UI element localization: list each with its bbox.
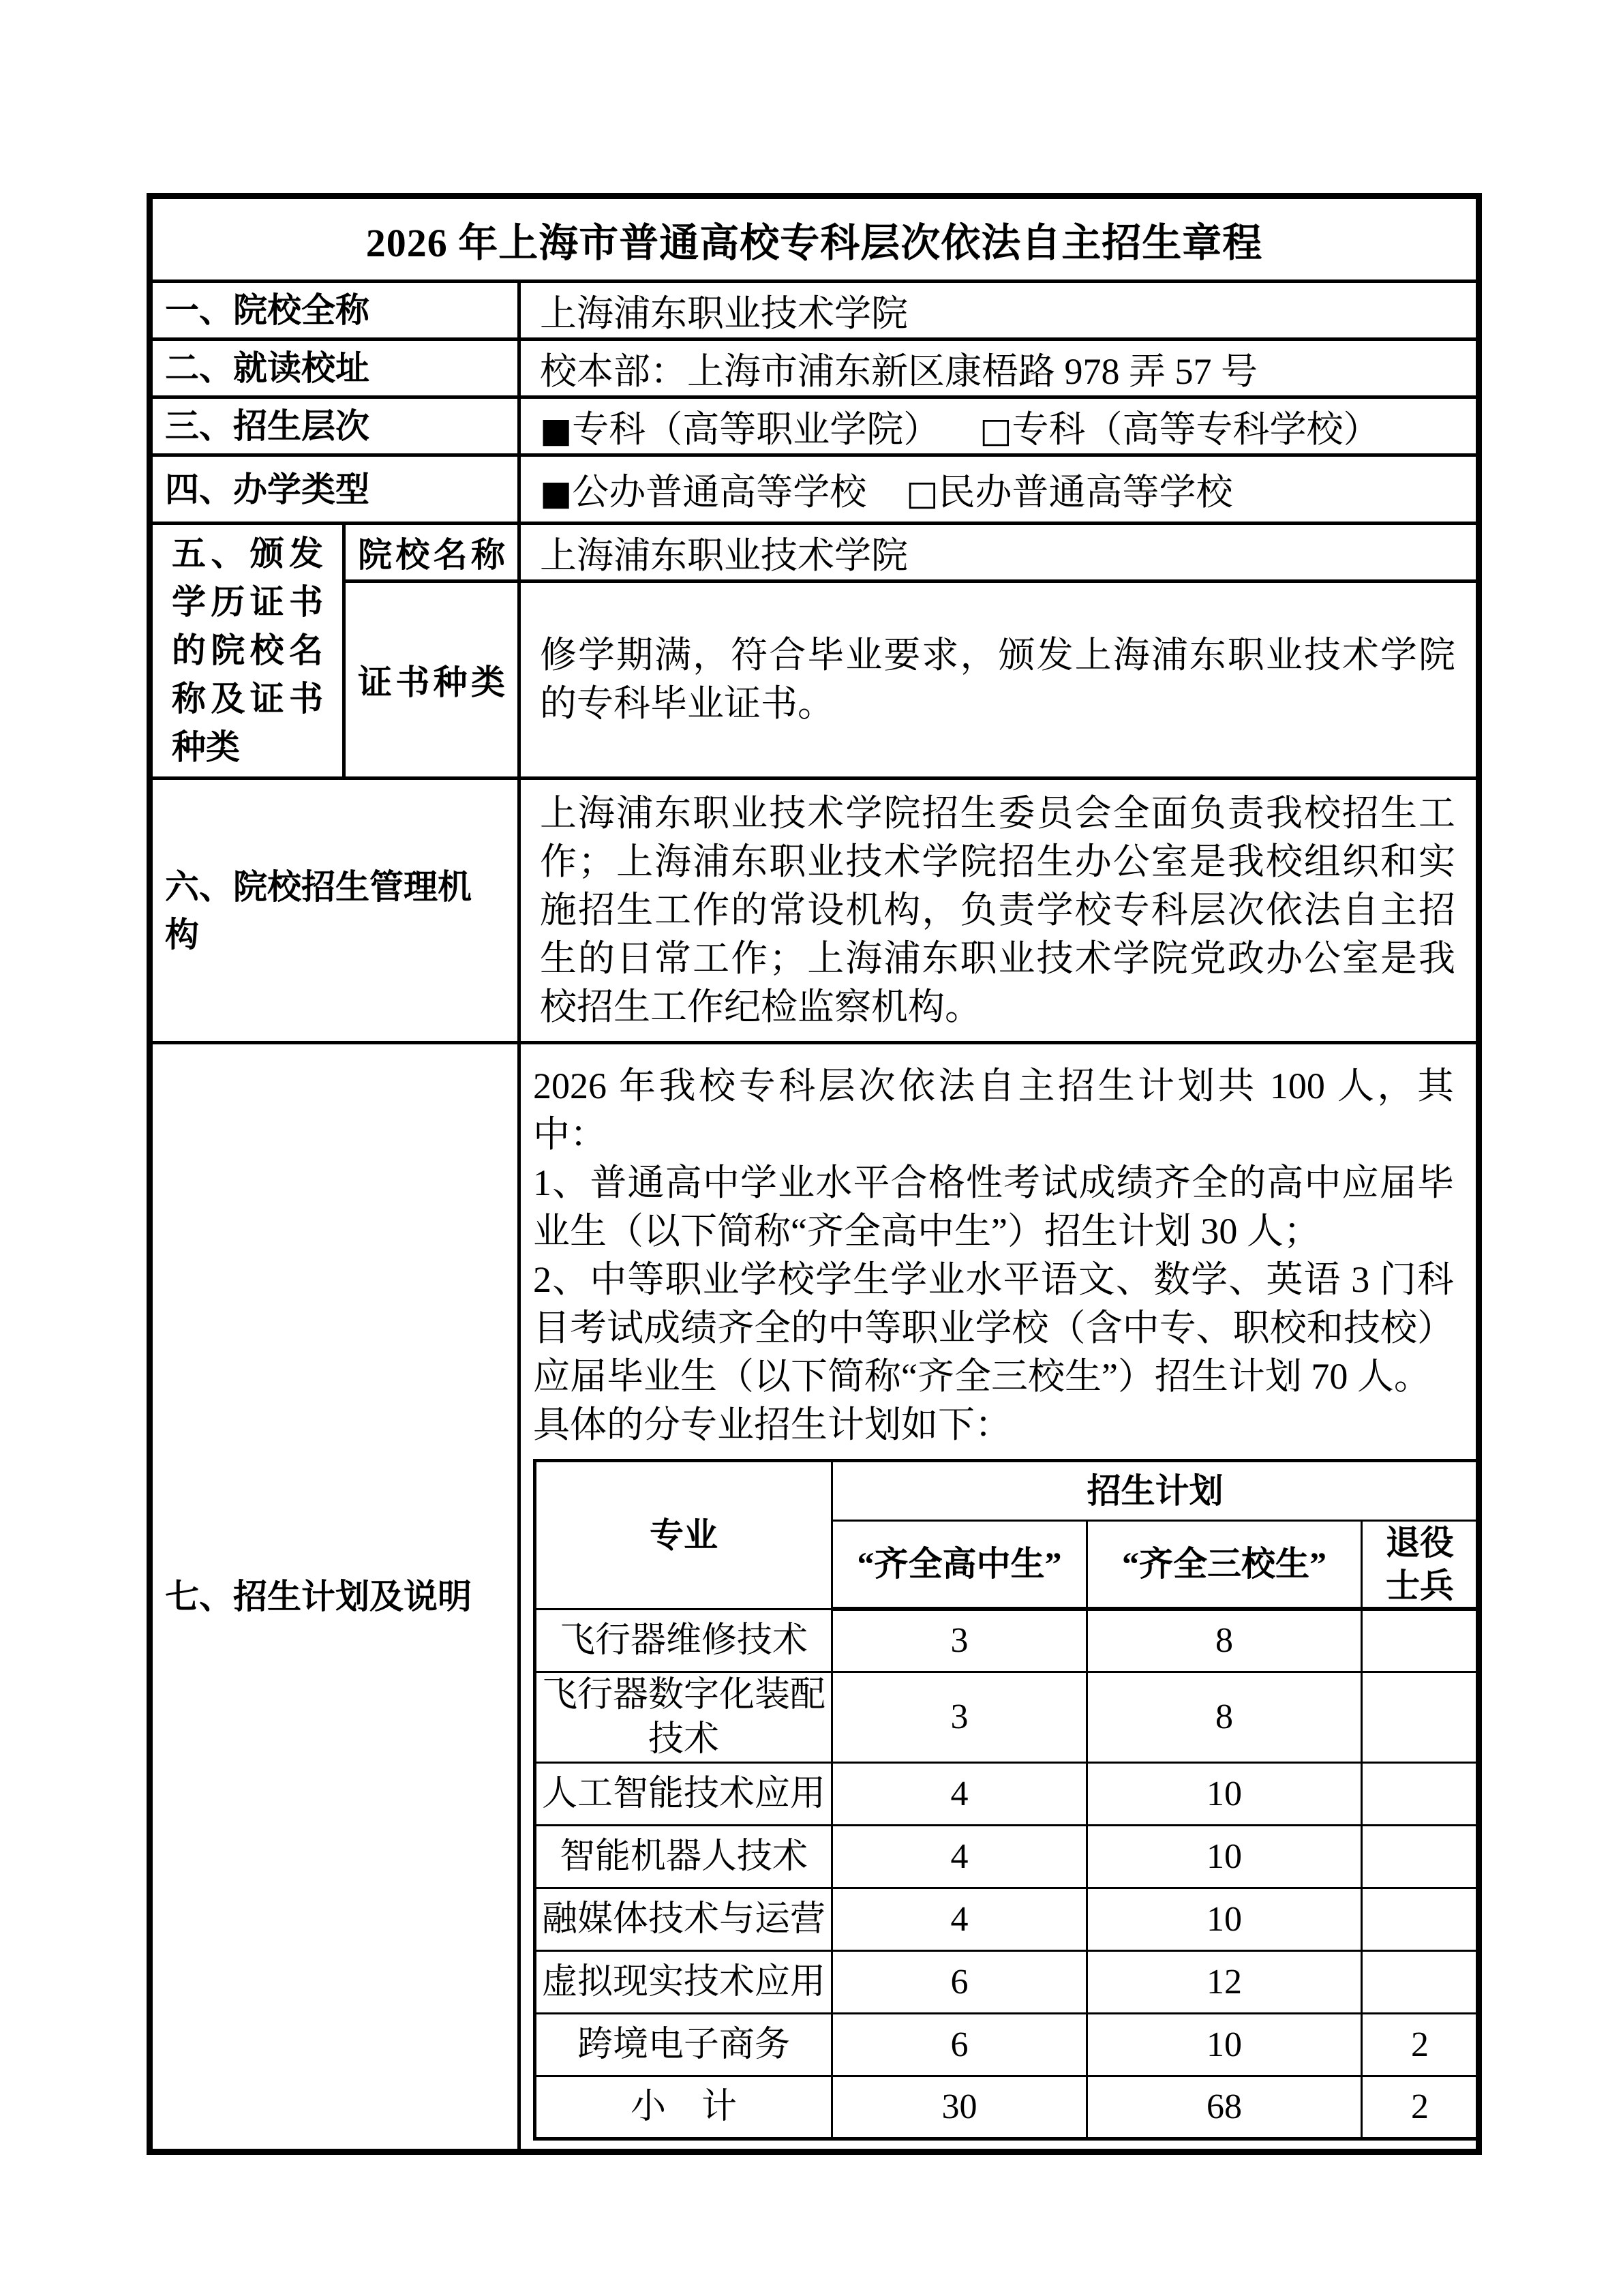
plan-cell-vocational: 10: [1087, 1888, 1362, 1950]
label-certificate-type: 证书种类: [344, 581, 519, 779]
checkbox-empty-icon: □: [906, 473, 939, 513]
enrollment-plan-content: [519, 1043, 1479, 2152]
value-issuer-name: 上海浦东职业技术学院: [519, 524, 1479, 581]
row-certificate-issuer: [150, 524, 1479, 581]
plan-paragraph-total: 2026 年我校专科层次依法自主招生计划共 100 人，其中：: [533, 1066, 1454, 1155]
plan-cell-vocational: 10: [1087, 1825, 1362, 1888]
plan-header-highschool: “齐全高中生”: [832, 1521, 1087, 1610]
plan-cell-highschool: 6: [832, 1950, 1087, 2013]
plan-cell-major: 智能机器人技术: [535, 1825, 832, 1888]
option-label: 专科（高等职业学院）: [572, 408, 941, 450]
plan-cell-veteran: 2: [1362, 2013, 1479, 2076]
main-table: [147, 193, 1482, 2155]
plan-table: [533, 1459, 1479, 2141]
value-school-full-name: 上海浦东职业技术学院: [519, 282, 1479, 339]
plan-cell-veteran: [1362, 1950, 1479, 2013]
plan-cell-major: 飞行器维修技术: [535, 1609, 832, 1672]
option-higher-vocational-college: [540, 409, 940, 450]
plan-table-row: [535, 1762, 1479, 1825]
value-school-type: [519, 455, 1479, 524]
plan-table-row: [535, 1672, 1479, 1762]
plan-cell-veteran: 2: [1362, 2076, 1479, 2139]
checkbox-filled-icon: ■: [540, 473, 573, 513]
plan-cell-veteran: [1362, 1762, 1479, 1825]
plan-cell-vocational: 8: [1087, 1609, 1362, 1672]
plan-cell-major: 融媒体技术与运营: [535, 1888, 832, 1950]
plan-table-row: [535, 1609, 1479, 1672]
title-row: [150, 196, 1479, 282]
plan-cell-highschool: 30: [832, 2076, 1087, 2139]
plan-cell-veteran: [1362, 1672, 1479, 1762]
plan-cell-highschool: 6: [832, 2013, 1087, 2076]
plan-paragraph-vocational: 2、中等职业学校学生学业水平语文、数学、英语 3 门科目考试成绩齐全的中等职业学校（含中专、职校和技校）应届毕业生（以下简称“齐全三校生”）招生计划 70 人。: [533, 1259, 1454, 1397]
row-campus-address: [150, 339, 1479, 397]
plan-cell-highschool: 3: [832, 1672, 1087, 1762]
plan-cell-vocational: 12: [1087, 1950, 1362, 2013]
value-campus-address: 校本部：上海市浦东新区康梧路 978 弄 57 号: [519, 339, 1479, 397]
label-enrollment-level: 三、招生层次: [150, 397, 519, 455]
plan-cell-veteran: [1362, 1888, 1479, 1950]
plan-paragraph-intro-table: 具体的分专业招生计划如下：: [533, 1404, 1012, 1445]
plan-cell-vocational: 10: [1087, 1762, 1362, 1825]
label-issuer-name: 院校名称: [344, 524, 519, 581]
option-label: 专科（高等专科学校）: [1012, 408, 1380, 450]
plan-cell-major: 虚拟现实技术应用: [535, 1950, 832, 2013]
option-higher-specialized-school: [980, 409, 1380, 450]
value-admission-office: 上海浦东职业技术学院招生委员会全面负责我校招生工作；上海浦东职业技术学院招生办公室是我校组织和实施招生工作的常设机构，负责学校专科层次依法自主招生的日常工作；上海浦东职业技术学院党政办公室是我校招生工作纪检监察机构。: [519, 779, 1479, 1043]
plan-cell-veteran: [1362, 1825, 1479, 1888]
label-school-type: 四、办学类型: [150, 455, 519, 524]
plan-cell-vocational: 8: [1087, 1672, 1362, 1762]
plan-cell-major: 跨境电子商务: [535, 2013, 832, 2076]
label-school-full-name: 一、院校全称: [150, 282, 519, 339]
label-certificate-section: 五、颁发学历证书的院校名称及证书种类: [150, 524, 344, 779]
plan-paragraph-highschool: 1、普通高中学业水平合格性考试成绩齐全的高中应届毕业生（以下简称“齐全高中生”）招生计划 30 人；: [533, 1162, 1454, 1252]
option-public-university: [540, 472, 866, 513]
checkbox-empty-icon: □: [980, 410, 1012, 450]
option-private-university: [906, 472, 1232, 513]
option-label: 民办普通高等学校: [938, 472, 1233, 513]
value-certificate-type: 修学期满，符合毕业要求，颁发上海浦东职业技术学院的专科毕业证书。: [519, 581, 1479, 779]
plan-cell-major: 小 计: [535, 2076, 832, 2139]
plan-cell-vocational: 10: [1087, 2013, 1362, 2076]
plan-cell-major: 飞行器数字化装配技术: [535, 1672, 832, 1762]
checkbox-filled-icon: ■: [540, 410, 573, 450]
row-enrollment-level: [150, 397, 1479, 455]
plan-cell-veteran: [1362, 1609, 1479, 1672]
row-school-full-name: [150, 282, 1479, 339]
label-enrollment-plan: 七、招生计划及说明: [150, 1043, 519, 2152]
row-certificate-type: [150, 581, 1479, 779]
plan-table-row: [535, 2013, 1479, 2076]
row-admission-office: [150, 779, 1479, 1043]
label-campus-address: 二、就读校址: [150, 339, 519, 397]
row-school-type: [150, 455, 1479, 524]
document-title: 2026 年上海市普通高校专科层次依法自主招生章程: [150, 196, 1479, 282]
plan-header-major: 专业: [535, 1461, 832, 1610]
plan-header-veteran: 退役士兵: [1362, 1521, 1479, 1610]
plan-header-merged: 招生计划: [832, 1461, 1479, 1521]
plan-cell-highschool: 3: [832, 1609, 1087, 1672]
plan-header-vocational: “齐全三校生”: [1087, 1521, 1362, 1610]
plan-table-subtotal-row: [535, 2076, 1479, 2139]
plan-table-row: [535, 1825, 1479, 1888]
value-enrollment-level: [519, 397, 1479, 455]
plan-cell-highschool: 4: [832, 1888, 1087, 1950]
plan-cell-highschool: 4: [832, 1762, 1087, 1825]
plan-cell-major: 人工智能技术应用: [535, 1762, 832, 1825]
plan-header-row-1: [535, 1461, 1479, 1521]
row-enrollment-plan: [150, 1043, 1479, 2152]
plan-cell-highschool: 4: [832, 1825, 1087, 1888]
plan-table-row: [535, 1950, 1479, 2013]
plan-table-row: [535, 1888, 1479, 1950]
label-admission-office: 六、院校招生管理机构: [150, 779, 519, 1043]
option-label: 公办普通高等学校: [572, 472, 867, 513]
plan-cell-vocational: 68: [1087, 2076, 1362, 2139]
